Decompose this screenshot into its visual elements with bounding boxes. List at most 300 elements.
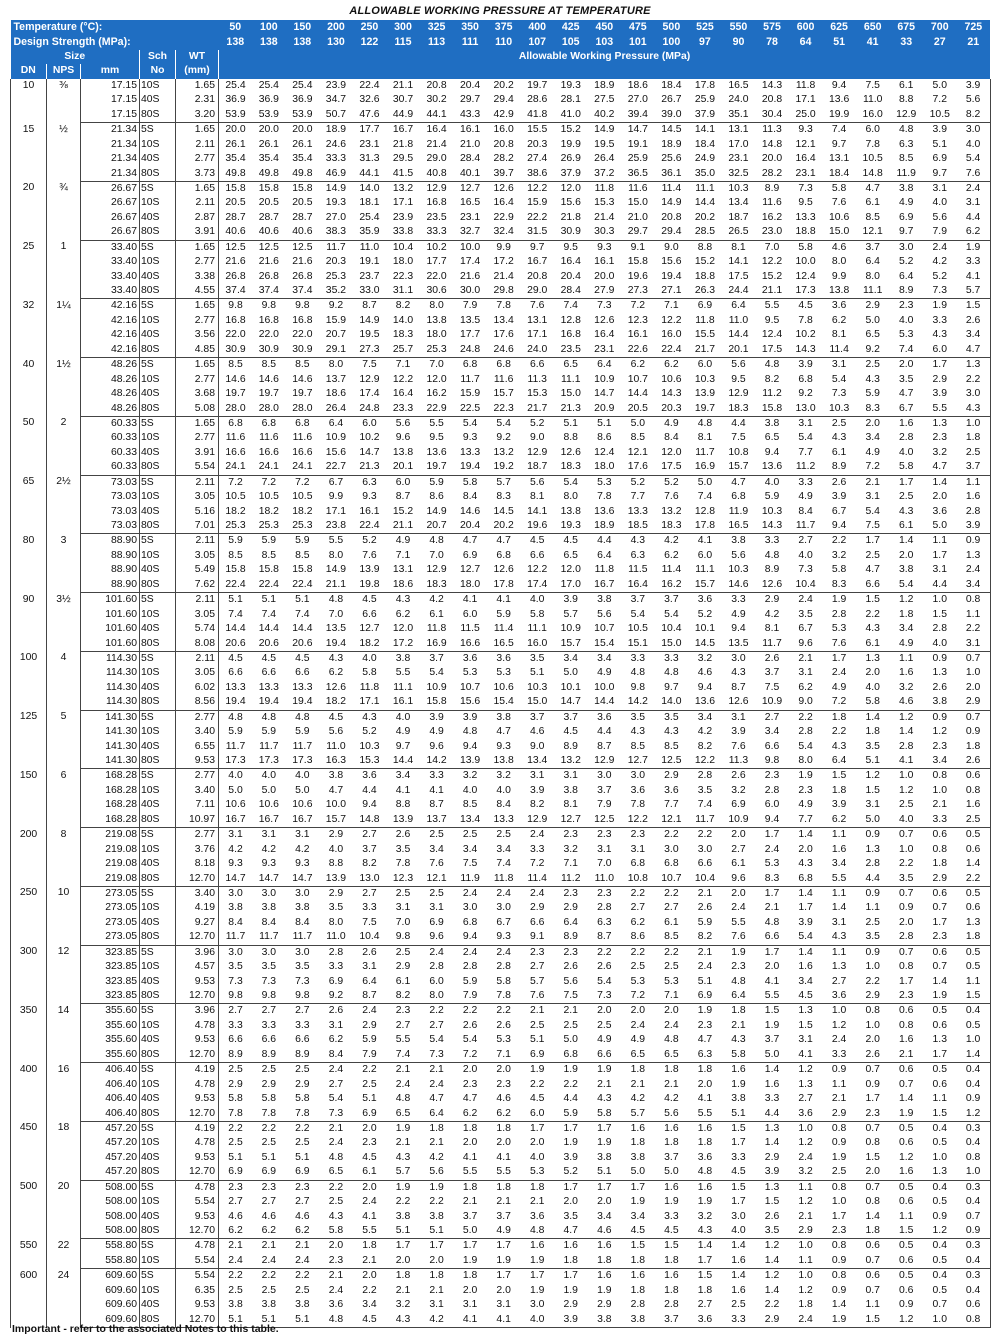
pressure-cell: 5.9 [228,726,243,738]
pressure-cell: 3.8 [395,652,411,664]
pressure-cell: 17.2 [493,256,514,268]
pressure-cell: 5.2 [362,535,377,547]
pressure-cell: 15.3 [353,754,387,769]
pressure-cell: 6.6 [697,858,713,870]
pressure-cell: 4.1 [496,594,511,606]
pressure-cell: 5.9 [697,916,713,928]
pressure-cell: 6.0 [923,343,957,358]
pressure-cell: 2.3 [362,1137,377,1149]
pressure-cell: 3.9 [957,79,991,93]
pressure-cell: 1.7 [731,1137,746,1149]
pressure-cell: 5.9 [462,975,478,987]
schedule-cell: 10S [140,843,176,857]
pressure-cell: 0.4 [957,1254,991,1269]
pressure-cell: 16.1 [386,695,420,710]
nps-header: NPS [47,64,81,78]
pressure-cell: 15.8 [292,182,313,194]
pressure-cell: 9.7 [529,241,545,253]
pressure-cell: 6.1 [831,446,847,458]
pressure-cell: 19.5 [594,138,615,150]
pressure-cell: 3.8 [597,594,612,606]
schedule-cell: 40S [140,798,176,812]
pressure-cell: 8.5 [630,432,646,444]
wall-thickness-cell: 12.70 [176,989,219,1004]
table-row [11,945,991,960]
pressure-cell: 4.8 [731,975,746,987]
pressure-cell: 2.4 [764,843,780,855]
pressure-cell: 2.1 [429,1284,444,1296]
pressure-cell: 3.4 [395,770,411,782]
pressure-cell: 1.9 [630,1196,646,1208]
pressure-cell: 2.1 [353,1254,387,1269]
pressure-cell: 2.7 [831,975,847,987]
pressure-cell: 2.3 [462,1078,478,1090]
pressure-cell: 29.4 [655,225,689,240]
strength-value: 111 [453,35,487,50]
pressure-cell: 16.8 [426,197,447,209]
pressure-cell: 29.0 [520,284,554,299]
pressure-cell: 3.1 [932,182,947,194]
pressure-cell: 6.1 [429,608,444,620]
pressure-cell: 9.5 [731,373,746,385]
pressure-cell: 15.2 [694,256,716,268]
pressure-cell: 7.3 [228,975,243,987]
schedule-cell: 5S [140,181,176,196]
pressure-cell: 14.4 [627,388,648,400]
pressure-cell: 4.4 [755,1107,789,1122]
pressure-cell: 1.3 [957,358,991,373]
pressure-cell: 17.3 [219,754,253,769]
schedule-cell: 40S [140,211,176,225]
pressure-cell: 2.2 [865,608,880,620]
wall-thickness-cell: 3.76 [176,843,219,857]
pressure-cell: 2.5 [228,1137,243,1149]
pressure-cell: 18.7 [728,211,749,223]
table-row [11,886,991,901]
pressure-cell: 2.8 [462,961,478,973]
pressure-cell: 8.5 [295,549,310,561]
pressure-cell: 1.7 [529,1122,545,1134]
pressure-cell: 30.9 [554,225,588,240]
pressure-cell: 2.8 [898,432,914,444]
pressure-cell: 6.4 [563,916,578,928]
pressure-cell: 3.8 [731,535,746,547]
od-mm-cell: 558.80 [81,1254,140,1269]
pressure-cell: 18.5 [621,519,655,534]
pressure-cell: 5.3 [462,667,478,679]
pressure-cell: 3.1 [429,1299,444,1311]
od-mm-cell: 508.00 [105,1196,137,1208]
schedule-cell: 80S [140,872,176,887]
pressure-cell: 3.3 [228,1019,243,1031]
pressure-table [10,20,991,1328]
pressure-cell: 4.1 [889,754,923,769]
temperature-value: 600 [789,20,823,35]
pressure-cell: 11.4 [493,623,514,635]
pressure-cell: 11.2 [762,388,782,400]
pressure-cell: 9.8 [252,989,286,1004]
pressure-cell: 4.9 [731,608,746,620]
pressure-cell: 5.4 [664,608,679,620]
pressure-cell: 1.6 [664,1122,679,1134]
pressure-cell: 16.9 [688,460,722,475]
pressure-cell: 3.8 [898,182,914,194]
pressure-cell: 1.2 [865,770,880,782]
table-row [11,402,991,417]
pressure-cell: 2.0 [362,1122,377,1134]
pressure-cell: 0.6 [865,1270,880,1282]
pressure-cell: 53.9 [286,108,320,123]
pressure-cell: 16.5 [487,637,521,652]
pressure-cell: 1.4 [932,975,947,987]
pressure-cell: 5.3 [496,1034,511,1046]
pressure-cell: 2.0 [731,887,746,899]
dn-cell: 550 [11,1239,47,1269]
pressure-cell: 0.7 [898,887,914,899]
od-mm-cell: 60.33 [81,460,140,475]
pressure-cell: 5.2 [554,1165,588,1180]
pressure-cell: 14.3 [755,519,789,534]
pressure-cell: 10.6 [225,799,246,811]
pressure-cell: 9.7 [889,225,923,240]
dn-cell: 500 [11,1180,47,1239]
pressure-cell: 4.3 [328,652,344,664]
pressure-cell: 2.2 [228,1122,243,1134]
pressure-cell: 6.3 [898,138,914,150]
pressure-cell: 12.7 [459,564,481,576]
strength-value: 41 [856,35,890,50]
pressure-cell: 16.7 [392,124,414,136]
pressure-cell: 7.6 [831,197,847,209]
pressure-cell: 1.1 [932,535,947,547]
pressure-cell: 3.5 [261,961,277,973]
pressure-cell: 1.1 [831,829,847,841]
pressure-cell: 18.9 [594,79,615,91]
pressure-cell: 2.7 [798,1093,813,1105]
pressure-cell: 4.7 [496,726,511,738]
table-row [11,123,991,138]
pressure-cell: 25.3 [325,270,347,282]
od-mm-cell: 219.08 [81,872,140,887]
pressure-cell: 7.7 [789,813,823,828]
pressure-cell: 16.3 [319,754,353,769]
schedule-cell: 80S [140,754,176,769]
pressure-cell: 5.9 [228,535,243,547]
pressure-cell: 1.2 [764,1240,780,1252]
pressure-cell: 5.6 [731,359,746,371]
pressure-cell: 0.9 [957,534,991,549]
pressure-cell: 23.0 [755,225,789,240]
pressure-cell: 33.0 [353,284,387,299]
pressure-cell: 21.4 [594,211,615,223]
pressure-cell: 5.8 [261,1093,277,1105]
pressure-cell: 4.5 [655,1224,689,1239]
dn-cell: 600 [11,1269,47,1328]
pressure-cell: 2.9 [395,961,411,973]
strength-value: 130 [319,35,353,50]
pressure-cell: 1.7 [688,1254,722,1269]
pressure-cell: 3.0 [898,241,914,253]
od-mm-cell: 42.16 [110,329,137,341]
pressure-cell: 1.0 [957,1033,991,1047]
pressure-cell: 2.5 [295,1137,310,1149]
pressure-cell: 1.4 [731,1270,746,1282]
pressure-cell: 5.1 [932,138,947,150]
schedule-cell: 5S [140,769,176,784]
pressure-cell: 17.7 [359,124,380,136]
pressure-cell: 10.4 [353,930,387,945]
pressure-cell: 14.4 [258,623,279,635]
pressure-cell: 2.0 [932,491,947,503]
pressure-cell: 8.1 [764,623,780,635]
pressure-cell: 7.6 [520,989,554,1004]
pressure-cell: 2.2 [496,1005,511,1017]
pressure-cell: 12.9 [889,108,923,123]
schedule-cell: 5S [140,1063,176,1078]
pressure-cell: 3.4 [923,754,957,769]
pressure-cell: 29.8 [487,284,521,299]
pressure-cell: 3.3 [731,1151,746,1163]
dn-cell: 200 [11,828,47,887]
wall-thickness-cell: 4.55 [176,284,219,299]
pressure-cell: 1.7 [597,1181,612,1193]
pressure-cell: 14.4 [694,197,716,209]
pressure-cell: 15.5 [527,124,548,136]
pressure-cell: 1.3 [764,1122,780,1134]
pressure-cell: 1.5 [697,1270,713,1282]
pressure-cell: 6.9 [353,1107,387,1122]
pressure-cell: 15.4 [588,637,622,652]
od-mm-cell: 141.30 [81,754,140,769]
pressure-cell: 5.1 [295,594,310,606]
pressure-cell: 2.0 [697,1078,713,1090]
pressure-cell: 9.4 [755,813,789,828]
pressure-cell: 8.9 [822,460,856,475]
pressure-cell: 11.7 [252,930,286,945]
pressure-cell: 23.5 [426,211,447,223]
pressure-cell: 11.1 [393,681,413,693]
table-row [11,240,991,255]
pressure-cell: 1.0 [831,1196,847,1208]
pressure-cell: 8.0 [429,300,444,312]
pressure-cell: 17.5 [655,460,689,475]
pressure-cell: 11.7 [695,446,715,458]
pressure-cell: 2.0 [563,1196,578,1208]
pressure-cell: 3.6 [664,784,679,796]
pressure-cell: 12.6 [594,314,615,326]
pressure-cell: 4.7 [865,182,880,194]
schedule-cell: 80S [140,813,176,828]
pressure-cell: 1.4 [831,1299,847,1311]
table-row [11,975,991,989]
pressure-cell: 15.6 [661,256,682,268]
pressure-cell: 4.3 [822,930,856,945]
pressure-cell: 1.1 [957,975,991,989]
pressure-cell: 3.7 [496,1210,511,1222]
pressure-cell: 2.6 [831,476,847,488]
pressure-cell: 12.1 [795,138,816,150]
pressure-cell: 2.0 [865,667,880,679]
pressure-cell: 0.9 [865,829,880,841]
od-mm-cell: 355.60 [105,1034,137,1046]
schedule-cell: 40S [140,387,176,401]
wall-thickness-cell: 2.11 [176,196,219,210]
pressure-cell: 2.0 [529,1137,545,1149]
strength-value: 101 [621,35,655,50]
pressure-cell: 4.1 [496,1151,511,1163]
pressure-cell: 1.9 [429,1181,444,1193]
pressure-cell: 5.0 [865,314,880,326]
pressure-cell: 6.2 [395,608,411,620]
table-row [11,270,991,284]
pressure-cell: 6.0 [362,417,377,429]
pressure-cell: 2.5 [529,1019,545,1031]
table-row [11,710,991,725]
pressure-cell: 3.1 [798,417,813,429]
pressure-cell: 22.4 [286,578,320,593]
pressure-cell: 2.2 [295,1122,310,1134]
pressure-cell: 8.5 [655,930,689,945]
strength-value: 21 [957,35,991,50]
pressure-cell: 3.1 [328,1019,344,1031]
pressure-cell: 3.6 [529,1210,545,1222]
pressure-cell: 2.1 [697,946,713,958]
pressure-cell: 20.2 [487,519,521,534]
pressure-cell: 6.0 [697,359,713,371]
pressure-cell: 8.7 [395,491,411,503]
pressure-cell: 2.0 [420,1254,454,1269]
pressure-cell: 4.3 [957,402,991,417]
pressure-cell: 28.7 [225,211,246,223]
pressure-cell: 2.1 [395,1284,411,1296]
pressure-cell: 4.5 [362,594,377,606]
pressure-cell: 5.9 [764,491,780,503]
pressure-cell: 1.8 [898,608,914,620]
pressure-cell: 8.5 [462,799,478,811]
pressure-cell: 7.9 [597,799,612,811]
pressure-cell: 1.6 [630,1270,646,1282]
pressure-cell: 1.1 [865,902,880,914]
strength-value: 51 [822,35,856,50]
pressure-cell: 2.3 [295,1181,310,1193]
pressure-cell: 26.1 [225,138,246,150]
pressure-cell: 2.2 [261,1122,277,1134]
pressure-cell: 1.6 [597,1240,612,1252]
pressure-cell: 31.1 [386,284,420,299]
pressure-cell: 24.0 [520,343,554,358]
pressure-cell: 17.4 [459,256,481,268]
pressure-cell: 2.5 [831,417,847,429]
pressure-cell: 1.7 [462,1240,478,1252]
temperature-value: 50 [219,20,253,35]
table-row [11,1269,991,1284]
pressure-cell: 3.7 [597,784,612,796]
pressure-cell: 2.1 [395,1064,411,1076]
pressure-cell: 3.1 [865,799,880,811]
pressure-cell: 5.4 [462,1034,478,1046]
schedule-cell: 10S [140,79,176,93]
pressure-cell: 6.8 [798,373,813,385]
pressure-cell: 24.6 [487,343,521,358]
pressure-cell: 6.3 [362,476,377,488]
sch-no-header: No [140,64,176,78]
pressure-cell: 1.3 [957,549,991,563]
pressure-cell: 3.1 [957,196,991,210]
pressure-cell: 2.9 [328,887,344,899]
dn-cell: 300 [11,945,47,1004]
table-row [11,1063,991,1078]
dn-cell: 100 [11,651,47,710]
pressure-cell: 1.3 [798,1005,813,1017]
pressure-cell: 7.5 [865,79,880,91]
pressure-cell: 3.4 [697,711,713,723]
pressure-cell: 6.2 [328,1034,344,1046]
pressure-cell: 3.5 [889,872,923,887]
pressure-cell: 1.8 [697,1137,713,1149]
pressure-cell: 4.8 [664,1034,679,1046]
pressure-cell: 28.7 [292,211,313,223]
pressure-cell: 19.4 [319,637,353,652]
pressure-cell: 3.7 [362,843,377,855]
pressure-cell: 1.6 [831,843,847,855]
pressure-cell: 5.8 [362,667,377,679]
pressure-cell: 2.8 [898,740,914,752]
pressure-cell: 36.9 [258,94,279,106]
wall-thickness-cell: 2.87 [176,211,219,225]
pressure-cell: 5.1 [362,1093,377,1105]
pressure-cell: 4.0 [462,784,478,796]
pressure-cell: 0.8 [957,1313,991,1328]
schedule-cell: 5S [140,1180,176,1195]
pressure-cell: 10.3 [728,564,749,576]
wall-thickness-cell: 2.77 [176,431,219,445]
pressure-cell: 2.3 [563,887,578,899]
pressure-cell: 0.7 [856,1254,890,1269]
pressure-cell: 2.0 [362,1270,377,1282]
pressure-cell: 2.3 [319,1254,353,1269]
pressure-cell: 3.8 [597,1151,612,1163]
pressure-cell: 18.4 [822,167,856,182]
pressure-cell: 3.6 [328,1299,344,1311]
pressure-cell: 0.9 [898,1299,914,1311]
pressure-cell: 10.9 [722,813,756,828]
pressure-cell: 6.9 [731,799,746,811]
pressure-cell: 21.3 [353,460,387,475]
pressure-cell: 37.4 [252,284,286,299]
pressure-cell: 7.8 [496,300,511,312]
pressure-cell: 2.9 [957,695,991,710]
pressure-cell: 2.5 [496,829,511,841]
pressure-cell: 15.8 [225,182,246,194]
pressure-cell: 4.7 [957,343,991,358]
pressure-cell: 3.7 [462,1210,478,1222]
pressure-cell: 2.4 [831,667,847,679]
pressure-cell: 2.0 [597,1005,612,1017]
pressure-cell: 13.3 [225,681,246,693]
pressure-cell: 3.4 [429,843,444,855]
pressure-cell: 15.6 [560,197,581,209]
pressure-cell: 2.6 [362,946,377,958]
table-row [11,784,991,798]
pressure-cell: 2.2 [831,535,847,547]
pressure-cell: 16.6 [258,446,279,458]
pressure-cell: 3.1 [831,916,847,928]
pressure-cell: 18.8 [789,225,823,240]
pressure-cell: 18.6 [325,388,347,400]
pressure-cell: 2.3 [898,300,914,312]
pressure-cell: 7.3 [420,1048,454,1063]
pressure-cell: 14.9 [325,182,347,194]
